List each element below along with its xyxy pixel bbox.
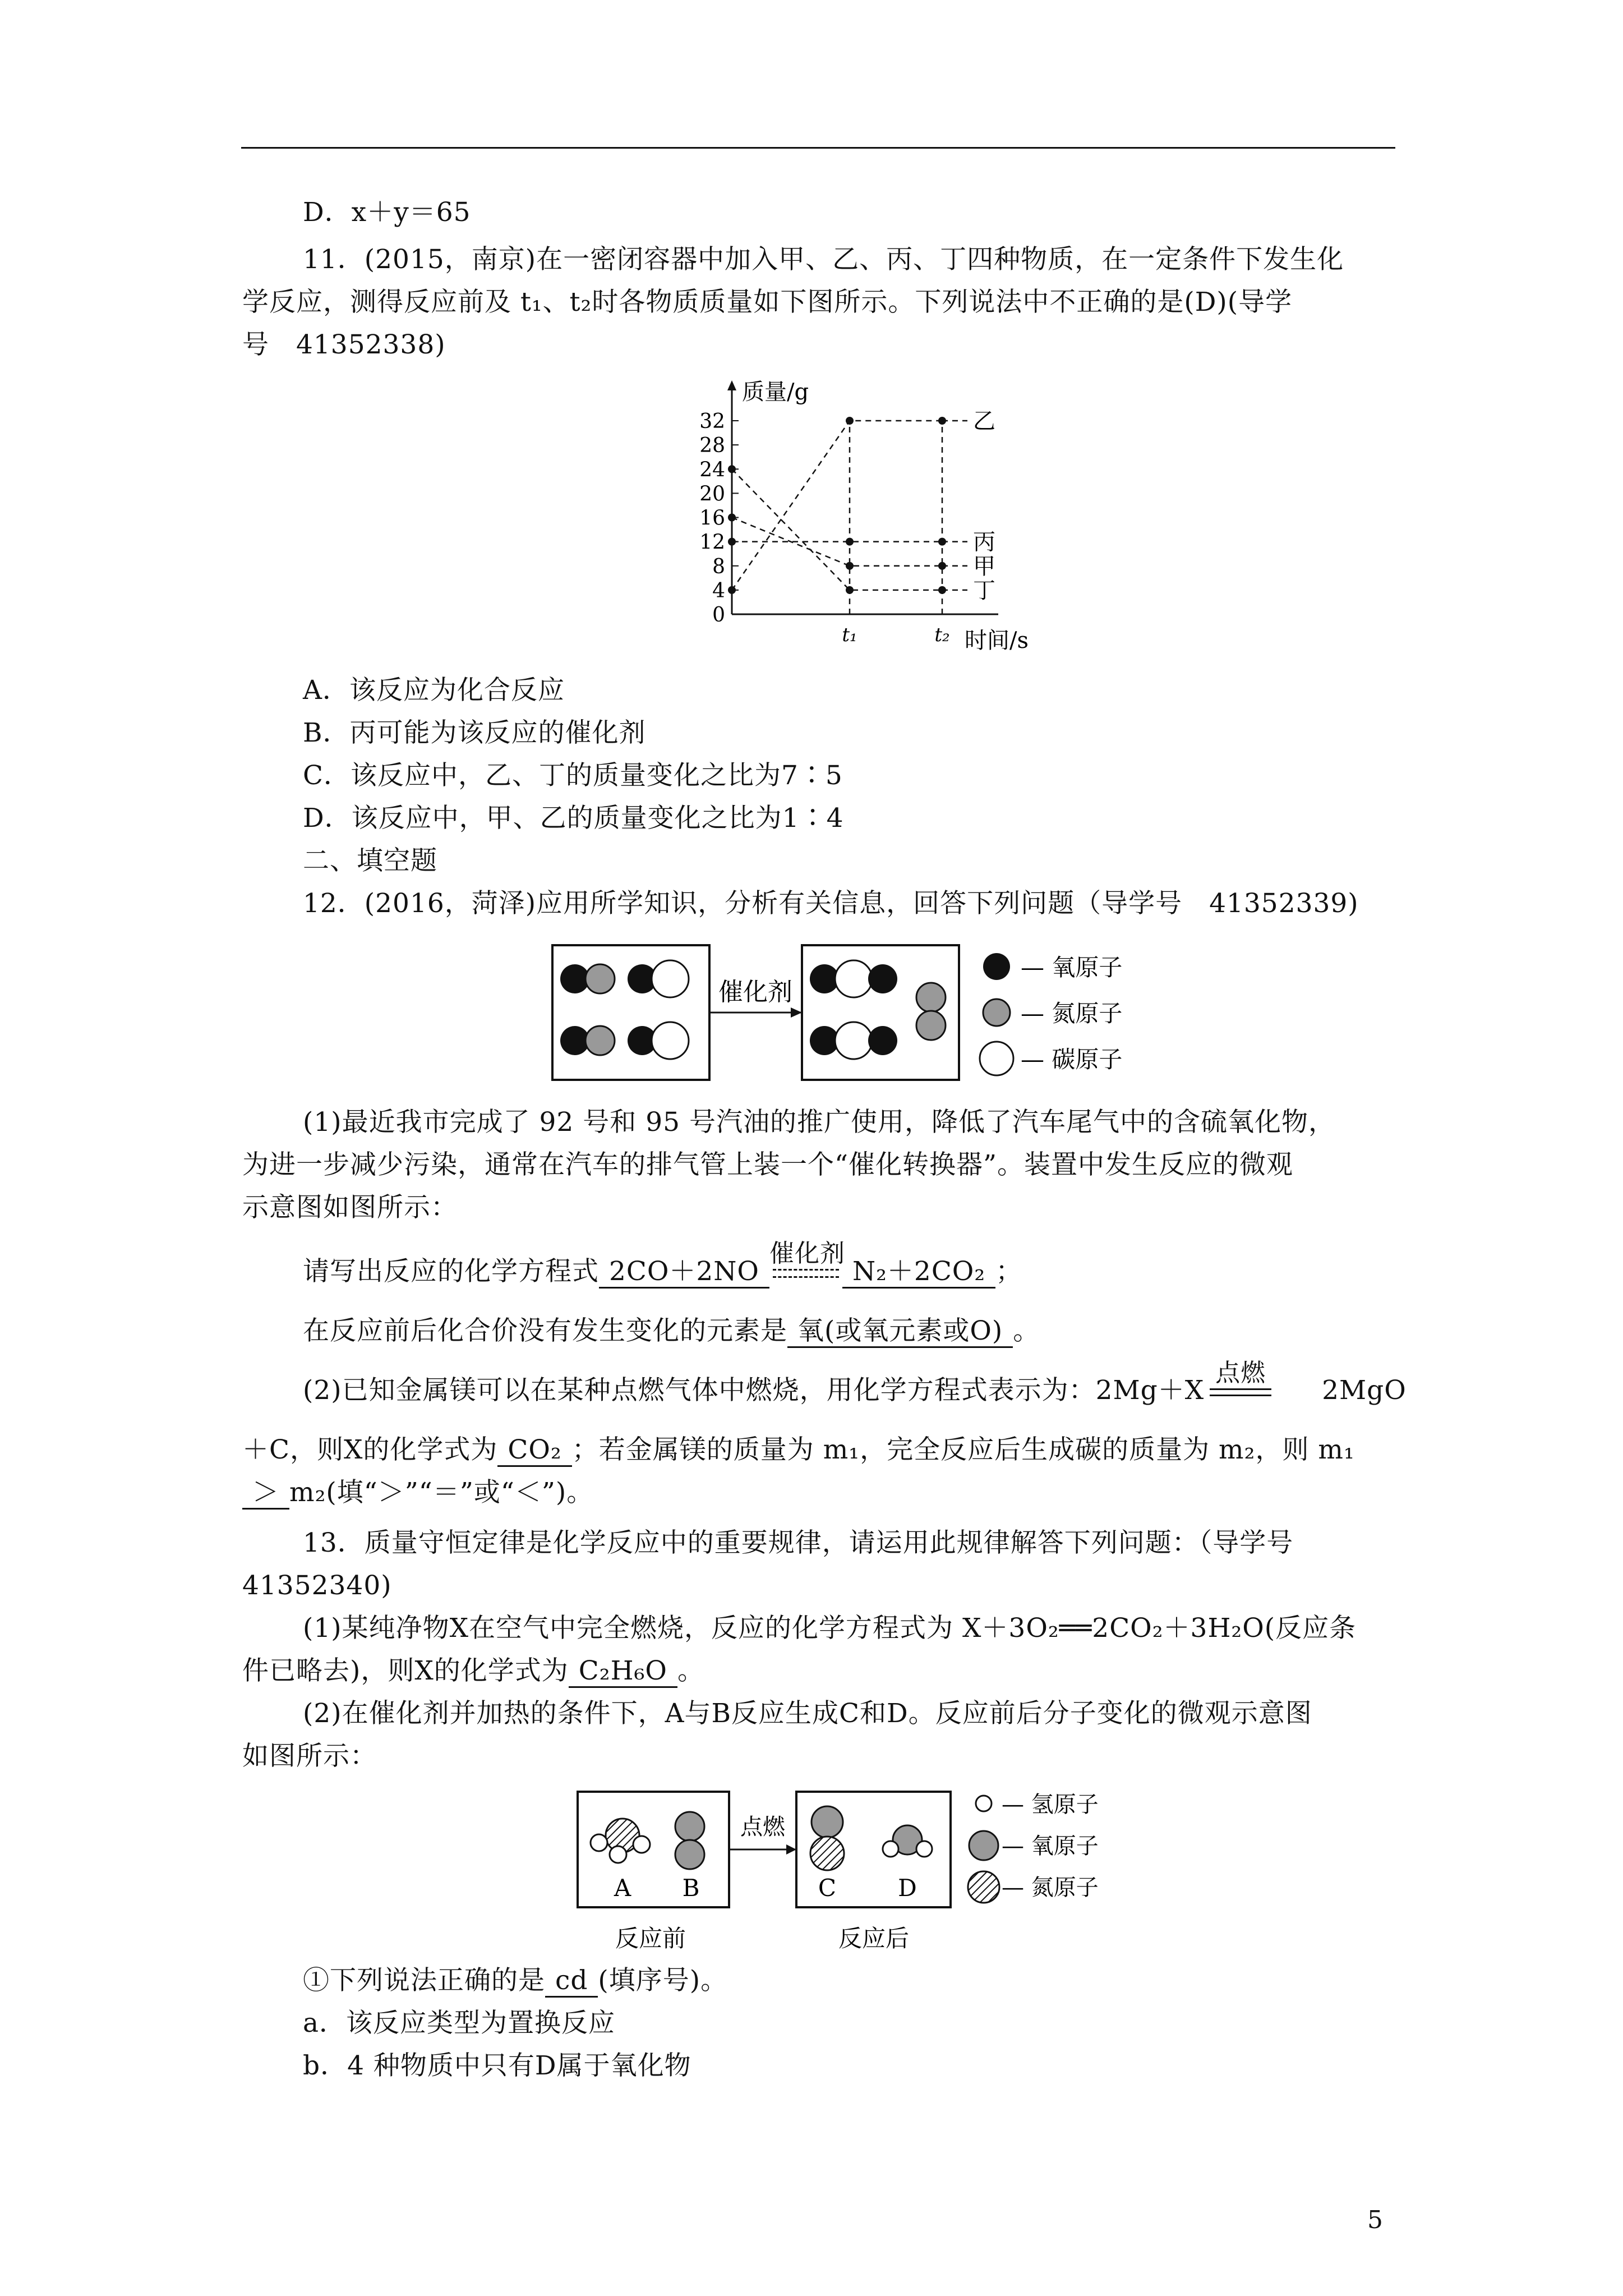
caption-before: 反应前	[615, 1925, 686, 1952]
x-formula-answer: CO₂	[497, 1434, 571, 1467]
eq-prefix: 请写出反应的化学方程式	[303, 1256, 599, 1287]
ammonia-reaction-diagram	[566, 1784, 1127, 1958]
data-point	[938, 562, 946, 570]
x-axis-label: 时间/s	[965, 628, 1029, 654]
formula-answer: C₂H₆O	[569, 1655, 677, 1688]
q11-option-c: C．该反应中，乙、丁的质量变化之比为7∶5	[303, 760, 843, 791]
q10-option-d: D．x＋y＝65	[303, 197, 471, 228]
data-point	[728, 514, 736, 522]
catalytic-reaction-diagram	[550, 934, 1195, 1088]
q13-option-a: a．该反应类型为置换反应	[303, 2008, 616, 2039]
y-tick-label: 8	[712, 555, 725, 578]
q12-p1-line3: 示意图如图所示：	[242, 1192, 458, 1223]
y-tick-label: 16	[699, 507, 725, 530]
catalyst-condition	[769, 1239, 845, 1278]
series-label: 丁	[973, 577, 995, 604]
label-a: A	[614, 1874, 631, 1902]
ignite-label: 点燃	[740, 1814, 785, 1840]
eq-answer-right: N₂＋2CO₂	[842, 1256, 995, 1289]
co-molecule	[560, 1026, 615, 1055]
legend-nitrogen: — 氮原子	[1002, 1875, 1099, 1901]
comparison-answer: ＞	[242, 1477, 289, 1510]
data-point	[938, 417, 946, 425]
data-point	[846, 417, 854, 425]
legend-hydrogen: — 氢原子	[1002, 1792, 1099, 1818]
q13-line1: 13．质量守恒定律是化学反应中的重要规律，请运用此规律解答下列问题：（导学号	[303, 1527, 1294, 1558]
legend-oxygen: — 氧原子	[1002, 1833, 1099, 1859]
q13-p1-line2: 件已略去)，则X的化学式为 C₂H₆O 。	[242, 1654, 704, 1688]
ignite-condition	[1204, 1359, 1277, 1396]
h2o-molecule-d	[883, 1825, 932, 1857]
q13-q1-line: ①下列说法正确的是 cd (填序号)。	[303, 1963, 727, 1998]
q13-p2-line2: 如图所示：	[242, 1741, 377, 1772]
y-tick-label: 32	[699, 410, 725, 433]
q11-line2: 学反应，测得反应前及 t₁、t₂时各物质质量如下图所示。下列说法中不正确的是(D)(导学	[242, 287, 1293, 318]
eq-answer-left: 2CO＋2NO	[599, 1256, 769, 1289]
legend-oxygen: — 氧原子	[1021, 954, 1123, 981]
q12-valence-line: 在反应前后化合价没有发生变化的元素是 氧(或氧元素或O) 。	[303, 1314, 1040, 1349]
q13-p2-line1: (2)在催化剂并加热的条件下，A与B反应生成C和D。反应前后分子变化的微观示意图	[303, 1698, 1312, 1729]
nh3-molecule-a	[591, 1819, 650, 1863]
series-label: 丙	[973, 529, 995, 555]
x-tick-label: t₁	[842, 624, 857, 646]
series-line	[732, 421, 942, 590]
data-point	[728, 538, 736, 546]
data-point	[846, 562, 854, 570]
caption-after: 反应后	[838, 1925, 910, 1952]
oxygen-legend-icon	[969, 1831, 998, 1860]
y-axis-label: 质量/g	[742, 379, 809, 405]
hydrogen-legend-icon	[976, 1796, 992, 1811]
q12-p1-line2: 为进一步减少污染，通常在汽车的排气管上装一个“催化转换器”。装置中发生反应的微观	[242, 1149, 1294, 1180]
y-tick-label: 28	[699, 434, 725, 458]
catalyst-text: 催化剂	[769, 1239, 845, 1268]
carbon-legend-icon	[980, 1042, 1013, 1075]
q11-option-b: B．丙可能为该反应的催化剂	[303, 717, 646, 748]
data-point	[938, 538, 946, 546]
no-molecule	[628, 960, 689, 997]
q11-line3: 号 41352338)	[242, 329, 446, 360]
o2-molecule-b	[675, 1812, 704, 1869]
co2-molecule	[810, 960, 897, 997]
ignite-text: 点燃	[1215, 1359, 1266, 1387]
data-point	[938, 586, 946, 594]
no-molecule-c	[810, 1806, 844, 1870]
y-tick-label: 0	[712, 604, 725, 627]
label-b: B	[682, 1874, 700, 1902]
valence-answer: 氧(或氧元素或O)	[787, 1315, 1013, 1348]
q12-p2-line2: ＋C，则X的化学式为 CO₂ ；若金属镁的质量为 m₁，完全反应后生成碳的质量为 m₂，则 m₁	[242, 1433, 1355, 1467]
data-point	[846, 586, 854, 594]
mass-time-chart	[651, 370, 1054, 662]
series-label: 甲	[973, 553, 995, 579]
series-line	[732, 469, 942, 590]
legend-nitrogen: — 氮原子	[1021, 1000, 1123, 1027]
eq-suffix: ；	[995, 1256, 1023, 1287]
nitrogen-legend-icon	[968, 1871, 999, 1903]
co2-molecule	[810, 1022, 897, 1059]
y-tick-label: 12	[699, 531, 725, 554]
y-tick-label: 4	[712, 579, 725, 602]
q12-title: 12．(2016，菏泽)应用所学知识，分析有关信息，回答下列问题（导学号 41352339)	[303, 888, 1359, 919]
header-rule	[241, 147, 1395, 149]
co-molecule	[560, 964, 615, 993]
section-fill-in-title: 二、填空题	[303, 845, 437, 876]
y-tick-label: 24	[699, 458, 725, 482]
y-axis-arrow	[727, 380, 736, 390]
data-point	[728, 465, 736, 473]
q11-option-d: D．该反应中，甲、乙的质量变化之比为1∶4	[303, 803, 844, 834]
oxygen-legend-icon	[983, 953, 1010, 980]
page-number: 5	[1367, 2206, 1383, 2234]
q1-answer: cd	[545, 1965, 598, 1998]
q12-p2-line3: ＞ m₂(填“＞”“＝”或“＜”)。	[242, 1475, 593, 1510]
q12-p2-line1: (2)已知金属镁可以在某种点燃气体中燃烧，用化学方程式表示为：2Mg＋X 点燃 2MgO	[303, 1373, 1407, 1408]
q12-equation-line	[303, 1239, 1023, 1289]
y-tick-label: 20	[699, 482, 725, 506]
q13-option-b: b．4 种物质中只有D属于氧化物	[303, 2050, 691, 2081]
label-c: C	[818, 1874, 837, 1902]
q13-p1-line1: (1)某纯净物X在空气中完全燃烧，反应的化学方程式为 X＋3O₂══2CO₂＋3H₂O(反应条	[303, 1613, 1357, 1644]
legend-carbon: — 碳原子	[1021, 1046, 1123, 1073]
x-tick-label: t₂	[934, 624, 950, 646]
catalyst-label: 催化剂	[718, 978, 792, 1006]
q12-p1-line1: (1)最近我市完成了 92 号和 95 号汽油的推广使用，降低了汽车尾气中的含硫氧化物，	[303, 1107, 1335, 1138]
q11-line1: 11．(2015，南京)在一密闭容器中加入甲、乙、丙、丁四种物质，在一定条件下发生化	[303, 244, 1344, 275]
data-point	[728, 586, 736, 594]
q13-line2: 41352340)	[242, 1570, 392, 1601]
label-d: D	[898, 1874, 917, 1902]
data-point	[846, 538, 854, 546]
q11-option-a: A．该反应为化合反应	[303, 675, 565, 706]
n2-molecule	[916, 983, 946, 1040]
series-label: 乙	[973, 408, 995, 434]
nitrogen-legend-icon	[983, 999, 1010, 1026]
no-molecule	[628, 1022, 689, 1059]
